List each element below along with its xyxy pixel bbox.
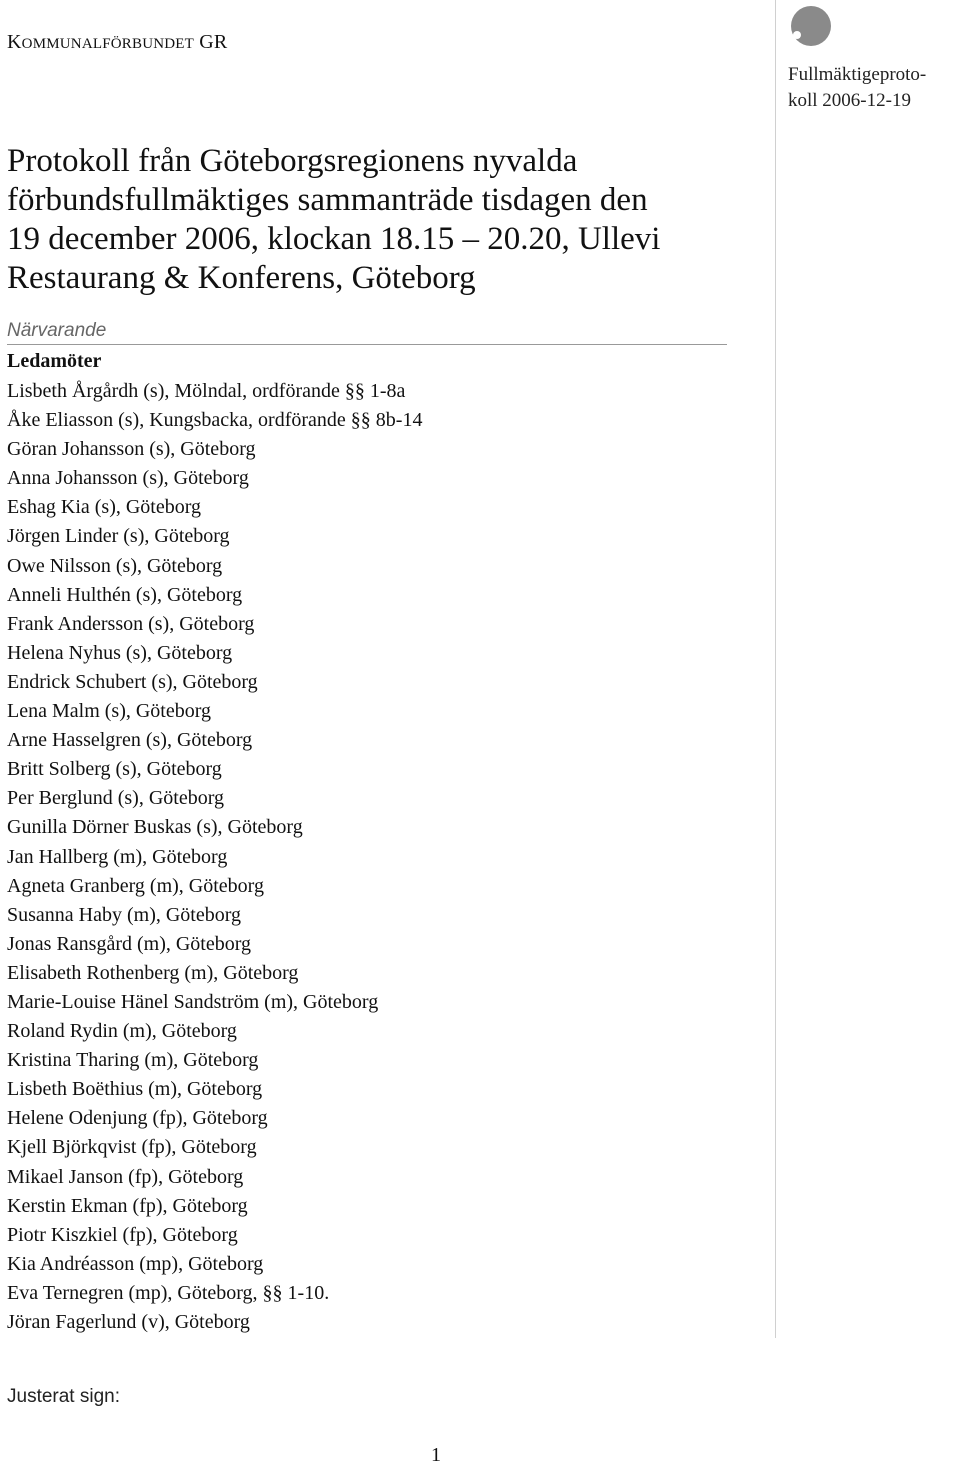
- member-item: Lena Malm (s), Göteborg: [7, 700, 212, 723]
- member-item: Eva Ternegren (mp), Göteborg, §§ 1-10.: [7, 1281, 330, 1304]
- member-item: Helena Nyhus (s), Göteborg: [7, 641, 233, 664]
- member-item: Arne Hasselgren (s), Göteborg: [7, 729, 253, 752]
- member-item: Jan Hallberg (m), Göteborg: [7, 845, 228, 868]
- member-item: Kerstin Ekman (fp), Göteborg: [7, 1194, 248, 1217]
- member-item: Göran Johansson (s), Göteborg: [7, 438, 256, 461]
- member-item: Mikael Janson (fp), Göteborg: [7, 1165, 244, 1188]
- member-item: Per Berglund (s), Göteborg: [7, 787, 225, 810]
- member-item: Åke Eliasson (s), Kungsbacka, ordförande §§ 8b-14: [7, 409, 423, 432]
- member-item: Anna Johansson (s), Göteborg: [7, 467, 249, 490]
- member-item: Roland Rydin (m), Göteborg: [7, 1020, 237, 1043]
- member-item: Jöran Fagerlund (v), Göteborg: [7, 1311, 250, 1333]
- organization-name: [7, 31, 227, 54]
- member-item: Eshag Kia (s), Göteborg: [7, 496, 202, 519]
- member-item: Susanna Haby (m), Göteborg: [7, 903, 242, 926]
- member-item: Kjell Björkqvist (fp), Göteborg: [7, 1136, 257, 1159]
- title-line-4: Restaurang & Konferens, Göteborg: [7, 260, 476, 296]
- member-item: Endrick Schubert (s), Göteborg: [7, 670, 258, 693]
- member-item: Jörgen Linder (s), Göteborg: [7, 525, 230, 548]
- member-item: Owe Nilsson (s), Göteborg: [7, 554, 223, 577]
- title-line-2: förbundsfullmäktiges sammanträde tisdagen den: [7, 182, 648, 218]
- title-line-3: 19 december 2006, klockan 18.15 – 20.20, Ullevi: [7, 221, 661, 257]
- page-title: [7, 142, 767, 298]
- member-item: Agneta Granberg (m), Göteborg: [7, 874, 264, 897]
- member-item: Anneli Hulthén (s), Göteborg: [7, 583, 243, 606]
- margin-divider: [775, 0, 776, 1338]
- org-initial: K: [7, 31, 22, 53]
- document-type-line-2: koll 2006-12-19: [788, 90, 911, 111]
- title-line-1: Protokoll från Göteborgsregionens nyvalda: [7, 143, 578, 179]
- member-item: Frank Andersson (s), Göteborg: [7, 612, 255, 635]
- member-item: Piotr Kiszkiel (fp), Göteborg: [7, 1223, 238, 1246]
- member-item: Kristina Tharing (m), Göteborg: [7, 1049, 259, 1072]
- member-item: Kia Andréasson (mp), Göteborg: [7, 1252, 264, 1275]
- member-item: Jonas Ransgård (m), Göteborg: [7, 932, 252, 955]
- logo-dot: [793, 31, 801, 39]
- document-type-line-1: Fullmäktigeproto-: [788, 64, 927, 85]
- logo-disc: [791, 6, 831, 46]
- document-type: [788, 62, 958, 114]
- members-list: [7, 377, 422, 1337]
- member-item: Gunilla Dörner Buskas (s), Göteborg: [7, 816, 303, 839]
- member-item: Britt Solberg (s), Göteborg: [7, 758, 222, 781]
- member-item: Lisbeth Årgårdh (s), Mölndal, ordförande §§ 1-8a: [7, 380, 406, 402]
- member-item: Marie-Louise Hänel Sandström (m), Göteborg: [7, 990, 379, 1013]
- page-number: 1: [431, 1444, 441, 1466]
- member-item: Helene Odenjung (fp), Göteborg: [7, 1107, 268, 1130]
- gr-logo-icon: [787, 4, 833, 50]
- justerat-signature-label: Justerat sign:: [7, 1386, 120, 1407]
- member-item: Lisbeth Boëthius (m), Göteborg: [7, 1078, 263, 1101]
- member-item: Elisabeth Rothenberg (m), Göteborg: [7, 961, 299, 984]
- org-suffix: GR: [199, 31, 228, 53]
- section-label-present: Närvarande: [7, 320, 727, 345]
- org-name-rest: OMMUNALFÖRBUNDET: [21, 36, 195, 52]
- members-heading: Ledamöter: [7, 350, 102, 372]
